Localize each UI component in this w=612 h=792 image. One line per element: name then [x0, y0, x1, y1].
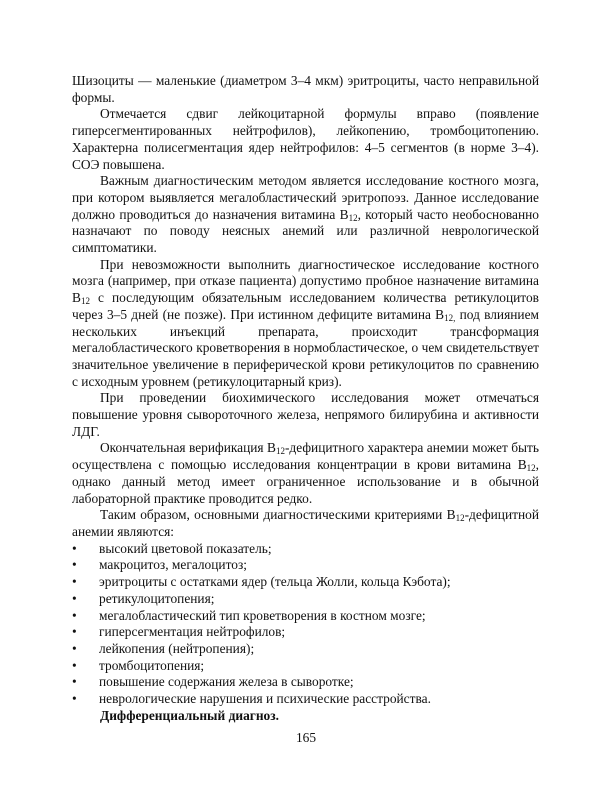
text-run: -дефицитного характера анемии может быть осуществлена с помощью исследования концентрации в крови витамина В	[72, 440, 539, 473]
text-run: , однако данный метод имеет ограниченное использование и в обычной лабораторной практике проводится редко.	[72, 457, 539, 506]
criteria-text: лейкопения (нейтропения);	[99, 640, 255, 656]
bullet-icon: •	[72, 574, 77, 590]
text-run: При невозможности выполнить диагностическое исследование костного мозга (например, при отказе пациента) допустимо пробное назначение витамина В	[72, 256, 539, 306]
criteria-item	[72, 658, 539, 675]
criteria-item	[72, 574, 539, 591]
criteria-item	[72, 674, 539, 691]
text-run: Отмечается сдвиг лейкоцитарной формулы вправо (появление гиперсегментированных нейтрофилов), лейкопению, тромбоцитопению. Характерна полисегментация ядер нейтрофилов: 4–5 сегментов (в норме 3–4). СОЭ повышена.	[72, 106, 539, 172]
criteria-text: повышение содержания железа в сыворотке;	[99, 674, 354, 690]
criteria-item	[72, 641, 539, 658]
bullet-icon: •	[72, 657, 77, 673]
criteria-text: мегалобластический тип кроветворения в костном мозге;	[99, 607, 426, 623]
criteria-item	[72, 624, 539, 641]
criteria-text: тромбоцитопения;	[99, 657, 205, 673]
text-run: Шизоциты — маленькие (диаметром 3–4 мкм) эритроциты, часто неправильной формы.	[72, 73, 539, 105]
bullet-icon: •	[72, 624, 77, 640]
criteria-item	[72, 691, 539, 708]
paragraph	[72, 73, 539, 106]
subscript: 12	[455, 513, 465, 524]
bullet-icon: •	[72, 640, 77, 656]
criteria-text: высокий цветовой показатель;	[99, 540, 272, 556]
text-run: Важным диагностическим методом является исследование костного мозга, при котором выявляется мегалобластический эритропоэз. Данное исследование должно проводиться до назначения витамина В	[72, 173, 539, 222]
text-run: , который часто необоснованно назначают по поводу неясных анемий или различной неврологической симптоматики.	[72, 206, 540, 256]
text-run: Таким образом, основными диагностическими критериями В	[100, 507, 456, 523]
criteria-text: макроцитоз, мегалоцитоз;	[99, 557, 247, 573]
criteria-item	[72, 541, 539, 558]
bullet-icon: •	[72, 557, 77, 573]
section-heading: Дифференциальный диагноз.	[100, 707, 279, 723]
paragraph	[72, 440, 539, 507]
paragraph	[72, 257, 539, 391]
bullet-icon: •	[72, 607, 77, 623]
bullet-icon: •	[72, 540, 77, 556]
body-text	[72, 73, 539, 724]
subscript: 12	[275, 446, 285, 457]
subscript: 12	[80, 296, 90, 307]
paragraph	[72, 173, 539, 257]
page-number: 165	[295, 730, 317, 745]
paragraph	[72, 507, 539, 540]
paragraph-list	[72, 73, 539, 541]
bullet-icon: •	[72, 691, 77, 707]
bullet-icon: •	[72, 590, 77, 606]
text-run: -дефицитной анемии являются:	[72, 507, 539, 539]
subscript: 12	[526, 463, 536, 474]
criteria-item	[72, 591, 539, 608]
criteria-text: неврологические нарушения и психические расстройства.	[99, 691, 431, 707]
text-run: При проведении биохимического исследования может отмечаться повышение уровня сывороточного железа, непрямого билирубина и активности ЛДГ.	[72, 390, 539, 439]
criteria-text: ретикулоцитопения;	[99, 590, 215, 606]
criteria-text: эритроциты с остатками ядер (тельца Жолли, кольца Кэбота);	[99, 574, 451, 590]
criteria-list	[72, 541, 539, 708]
paragraph	[72, 106, 539, 173]
text-run: с последующим обязательным исследованием количества ретикулоцитов через 3–5 дней (не позже). При истинном дефиците витамина В	[72, 290, 539, 322]
subscript: 12	[348, 212, 358, 223]
text-run: Окончательная верификация В	[100, 440, 276, 456]
bullet-icon: •	[72, 674, 77, 690]
subscript: 12,	[444, 312, 456, 323]
paragraph	[72, 390, 539, 440]
criteria-item	[72, 608, 539, 625]
criteria-item	[72, 557, 539, 574]
text-run: под влиянием нескольких инъекций препарата, происходит трансформация мегалобластического кроветворения в нормобластическое, о чем свидетельствует значительное увеличение в периферической крови ретикулоцитов по сравнению с исходным уровнем (ретикулоцитарный криз).	[72, 306, 539, 389]
criteria-text: гиперсегментация нейтрофилов;	[99, 624, 286, 640]
